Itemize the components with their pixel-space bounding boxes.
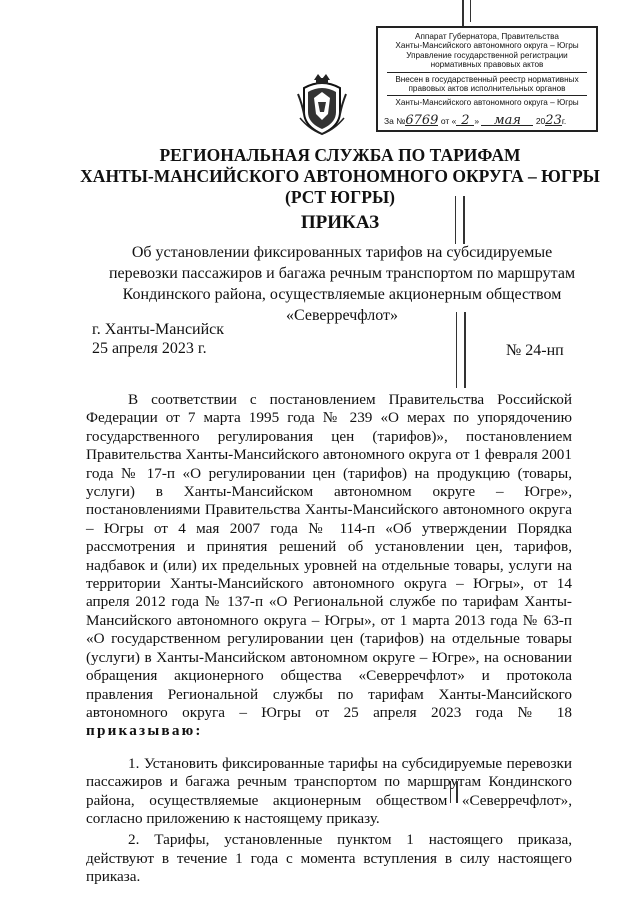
stamp-line: Управление государственной регистрации [406,50,568,60]
reg-number: 6769 [405,112,439,128]
stamp-registration-number [384,112,567,128]
reg-month: мая [481,116,533,126]
order-subject: Об установлении фиксированных тарифов на субсидируемые перевозки пассажиров и багажа речным транспортом по маршрутам Кондинского района, осуществляемые акционерным обществом «Северречфлот» [108,244,576,324]
clause-1: 1. Установить фиксированные тарифы на субсидируемые перевозки пассажиров и багажа речным транспортом по маршрутам Кондинского района, осуществляемые акционерным обществом «Северречфлот», согласно приложению к настоящему приказу. [86,754,572,827]
reg-year: 23 [545,112,562,128]
clause-2: 2. Тарифы, установленные пунктом 1 настоящего приказа, действуют в течение 1 года с момента вступления в силу настоящего приказа. [86,831,572,886]
reg-year-prefix: 20 [535,115,546,126]
stamp-line: правовых актов исполнительных органов [408,84,566,94]
order-date: 25 апреля 2023 г. [92,340,207,357]
order-number: № 24-нп [506,342,564,359]
agency-name-line: РЕГИОНАЛЬНАЯ СЛУЖБА ПО ТАРИФАМ [159,145,521,165]
stamp-line: Ханты-Мансийского автономного округа – Югры [395,41,579,51]
stamp-divider [387,72,587,73]
reg-from: от « [440,115,457,126]
stamp-line: Ханты-Мансийского автономного округа – Югры [395,98,579,108]
agency-header [60,145,620,208]
reg-prefix: За № [384,115,406,126]
registration-stamp [376,26,598,132]
stamp-divider [387,95,587,96]
preamble-paragraph [86,391,572,741]
order-place-date [92,320,224,358]
order-place: г. Ханты-Мансийск [92,321,225,338]
stamp-line: Аппарат Губернатора, Правительства [415,32,559,41]
order-keyword: приказываю: [86,722,203,740]
reg-year-suffix: г. [561,115,567,126]
agency-abbrev-line: (РСТ ЮГРЫ) [285,187,395,207]
scan-mark [462,0,464,26]
preamble-text: В соответствии с постановлением Правительства Российской Федерации от 7 марта 1995 года № 239 «О мерах по упорядочению государственного регулирования цен (тарифов)», постановлением Правительства Ханты-Мансийского автономного округа от 1 февраля 2001 года № 17-п «О регулировании цен (тарифов) на продукцию (товары, услуги) в Ханты-Мансийском автономном округе – Югре», постановлениями Правительства Ханты-Мансийского автономного округа – Югры от 4 мая 2007 года № 114-п «Об утверждении Порядка рассмотрения и принятия решений об установлении цен, тарифов, надбавок и (или) их предельных уровней на отдельные товары, услуги на территории Ханты-Мансийского автономного округа – Югры», от 14 апреля 2012 года № 137-п «О Региональной службе по тарифам Ханты-Мансийского автономного округа – Югры», от 1 марта 2013 года № 63-п «О государственном регулировании цен (тарифов) на отдельные товары (услуги) в Ханты-Мансийском автономном округе – Югре», на основании обращения акционерного общества «Северречфлот» и протокола правления Региональной службы по тарифам Ханты-Мансийского автономного округа – Югры от 25 апреля 2023 года № 18 [86,391,572,721]
stamp-line: Внесен в государственный реестр нормативных [395,74,579,84]
reg-day: 2 [456,116,474,126]
order-body [86,391,572,901]
order-title: ПРИКАЗ [300,212,380,233]
agency-region-line: ХАНТЫ-МАНСИЙСКОГО АВТОНОМНОГО ОКРУГА – ЮГРЫ [80,166,600,186]
scan-mark [470,0,471,22]
stamp-line: нормативных правовых актов [430,60,544,70]
coat-of-arms-icon [296,74,348,136]
reg-quote: » [474,115,480,126]
